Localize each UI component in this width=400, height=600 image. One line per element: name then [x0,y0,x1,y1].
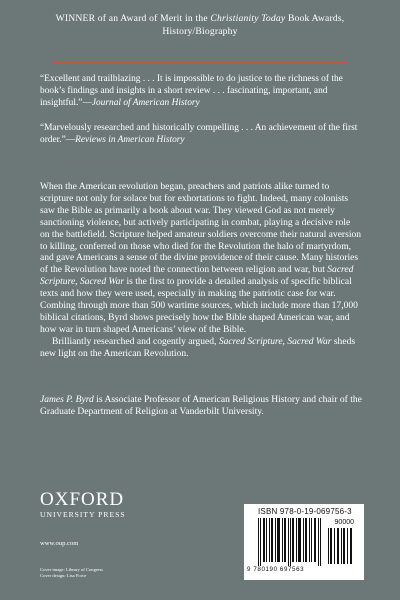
description-text: sheds new light on the American Revolution. [40,335,356,359]
publisher-url: www.oup.com [40,540,79,547]
author-bio [40,394,362,418]
description-paragraph [40,181,362,336]
author-bio-text: is Associate Professor of American Religious History and chair of the Graduate Department of Religion at Vanderbilt University. [40,394,362,417]
publisher-logo [40,490,160,520]
description-text: Brilliantly researched and cogently argued, [52,335,219,347]
price-code: 90000 [334,519,354,526]
award-line-2: History/Biography [162,26,238,37]
isbn-number: ISBN 978-0-19-069756-3 [258,507,352,516]
review-quote [40,73,360,110]
divider-top [52,62,348,63]
award-line-1-end: Book Awards, [285,13,345,24]
cover-image-credit: Cover image: Library of Congress [40,567,104,572]
book-title: Sacred Scripture, Sacred War [40,264,354,288]
ean-digits: 9 780190 697563 [247,566,305,573]
cover-credits [40,567,103,580]
review-source: Reviews in American History [75,135,185,146]
cover-design-credit: Cover design: Lisa Force [40,573,87,579]
award-notice [30,12,370,38]
divider-bottom [52,167,348,168]
book-description [40,181,362,360]
book-title: Sacred Scripture, Sacred War [218,335,332,347]
review-text: “Excellent and trailblazing . . . It is impossible to do justice to the richness of the book’s findings and insights in a short review . . . fascinating, important, and insightful.”— [40,74,343,109]
ean-barcode-icon [258,518,324,566]
award-magazine: Christianity Today [210,13,286,24]
review-quote [40,122,360,146]
description-text: When the American revolution began, preachers and patriots alike turned to scripture not only for solace but for exhortations to fight. Indeed, many colonists saw the Bible as primarily a book about war. They viewed God as not merely sanctioning violence, but actively participating in combat, playing a decisive role on the battlefield. Scripture helped amateur soldiers overcome their natural aversion to killing, conferred on those who died for the Revolution the halo of martyrdom, and gave Americans a sense of the divine providence of their cause. Many histories of the Revolution have noted the connection between religion and war, but [40,181,362,276]
description-paragraph [40,336,362,360]
barcode-panel [244,504,364,580]
review-text: “Marvelously researched and historically compelling . . . An achievement of the first order.”— [40,123,358,146]
description-text: is the first to provide a detailed analysis of specific biblical texts and how they were used, especially in making the patriotic case for war. Combing through more than 500 wartime sources, which include more than 17,000 biblical citations, Byrd shows precisely how the Bible shaped American war, and how war in turn shaped Americans’ view of the Bible. [40,276,358,335]
award-line-1: WINNER of an Award of Merit in the [55,13,211,24]
review-source: Journal of American History [91,98,200,109]
publisher-subtitle: UNIVERSITY PRESS [40,510,126,519]
price-barcode-icon [328,528,354,564]
publisher-name: OXFORD [40,489,125,510]
author-name: James P. Byrd [40,394,94,405]
